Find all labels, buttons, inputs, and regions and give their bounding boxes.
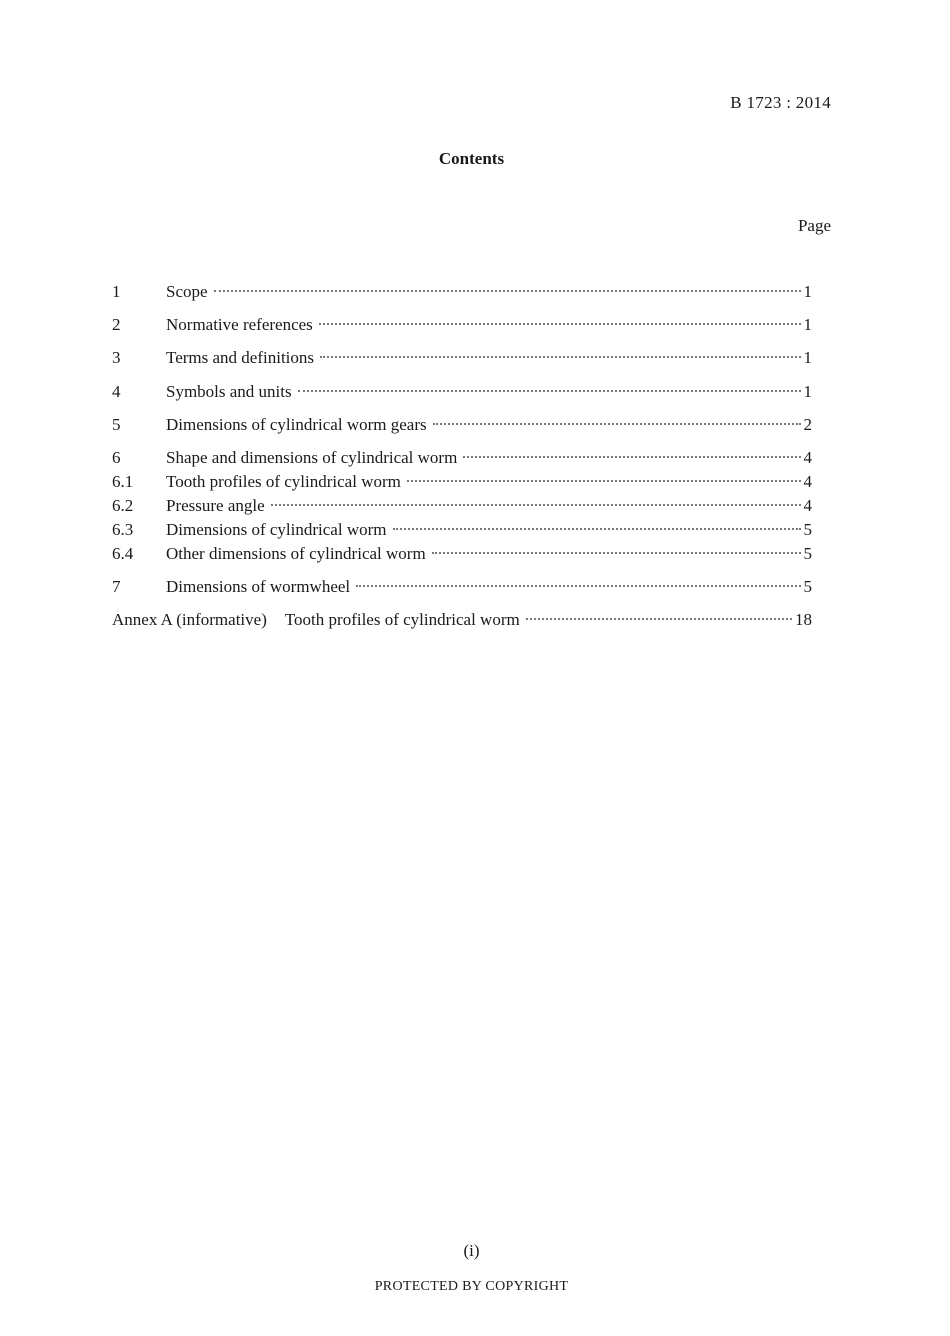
toc-number: 3	[112, 348, 121, 367]
dot-leader	[356, 585, 800, 587]
toc-title: Tooth profiles of cylindrical worm	[166, 472, 401, 491]
toc-page: 1	[803, 348, 812, 367]
toc-number: 6.1	[112, 472, 134, 491]
dot-leader	[407, 480, 801, 482]
toc-page: 1	[803, 282, 812, 301]
toc-page: 4	[803, 496, 812, 515]
page-title: Contents	[438, 149, 505, 168]
toc-entry-2[interactable]	[112, 314, 812, 336]
toc-number: 6	[112, 448, 121, 467]
toc-page: 4	[803, 448, 812, 467]
toc-page: 4	[803, 472, 812, 491]
toc-title: Symbols and units	[166, 382, 292, 401]
toc-number: 2	[112, 315, 121, 334]
dot-leader	[393, 528, 801, 530]
toc-entry-6-4[interactable]	[112, 543, 812, 565]
toc-entry-6-3[interactable]	[112, 519, 812, 541]
toc-title: Normative references	[166, 315, 313, 334]
toc-page: 1	[803, 382, 812, 401]
dot-leader	[271, 504, 801, 506]
toc-title: Other dimensions of cylindrical worm	[166, 544, 426, 563]
toc-page: 5	[803, 520, 812, 539]
toc-title: Dimensions of cylindrical worm gears	[166, 415, 427, 434]
toc-number: 4	[112, 382, 121, 401]
toc-entry-6-1[interactable]	[112, 471, 812, 493]
dot-leader	[432, 552, 801, 554]
toc-number: 6.4	[112, 544, 134, 563]
toc-entry-7[interactable]	[112, 576, 812, 598]
toc-title: Dimensions of wormwheel	[166, 577, 351, 596]
toc-title: Terms and definitions	[166, 348, 315, 367]
toc-title: Pressure angle	[166, 496, 265, 515]
toc-title: Tooth profiles of cylindrical worm	[284, 610, 520, 629]
toc-number: 5	[112, 415, 121, 434]
toc-title: Dimensions of cylindrical worm	[166, 520, 387, 539]
toc-page: 5	[803, 577, 812, 596]
toc-number: 6.2	[112, 496, 134, 515]
page-column-label: Page	[797, 216, 831, 235]
toc-entry-annex-a[interactable]	[112, 609, 812, 631]
copyright-notice: PROTECTED BY COPYRIGHT	[374, 1279, 569, 1294]
dot-leader	[463, 456, 800, 458]
toc-page: 18	[795, 610, 812, 629]
toc-entry-3[interactable]	[112, 347, 812, 369]
dot-leader	[320, 356, 800, 358]
toc-entry-4[interactable]	[112, 381, 812, 403]
toc-entry-6-2[interactable]	[112, 495, 812, 517]
dot-leader	[319, 323, 801, 325]
toc-title: Scope	[166, 282, 208, 301]
dot-leader	[433, 423, 801, 425]
dot-leader	[214, 290, 801, 292]
toc-page: 2	[803, 415, 812, 434]
annex-label: Annex A (informative)	[112, 610, 267, 629]
toc-entry-6[interactable]	[112, 447, 812, 469]
toc-entry-1[interactable]	[112, 281, 812, 303]
toc-page: 1	[803, 315, 812, 334]
toc-title: Shape and dimensions of cylindrical worm	[166, 448, 458, 467]
toc-number: 1	[112, 282, 121, 301]
standard-number: B 1723 : 2014	[730, 93, 831, 112]
footer-page-number: (i)	[463, 1241, 480, 1260]
toc-entry-5[interactable]	[112, 414, 812, 436]
dot-leader	[298, 390, 801, 392]
dot-leader	[526, 618, 792, 620]
toc-number: 7	[112, 577, 121, 596]
toc-number: 6.3	[112, 520, 134, 539]
toc-page: 5	[803, 544, 812, 563]
